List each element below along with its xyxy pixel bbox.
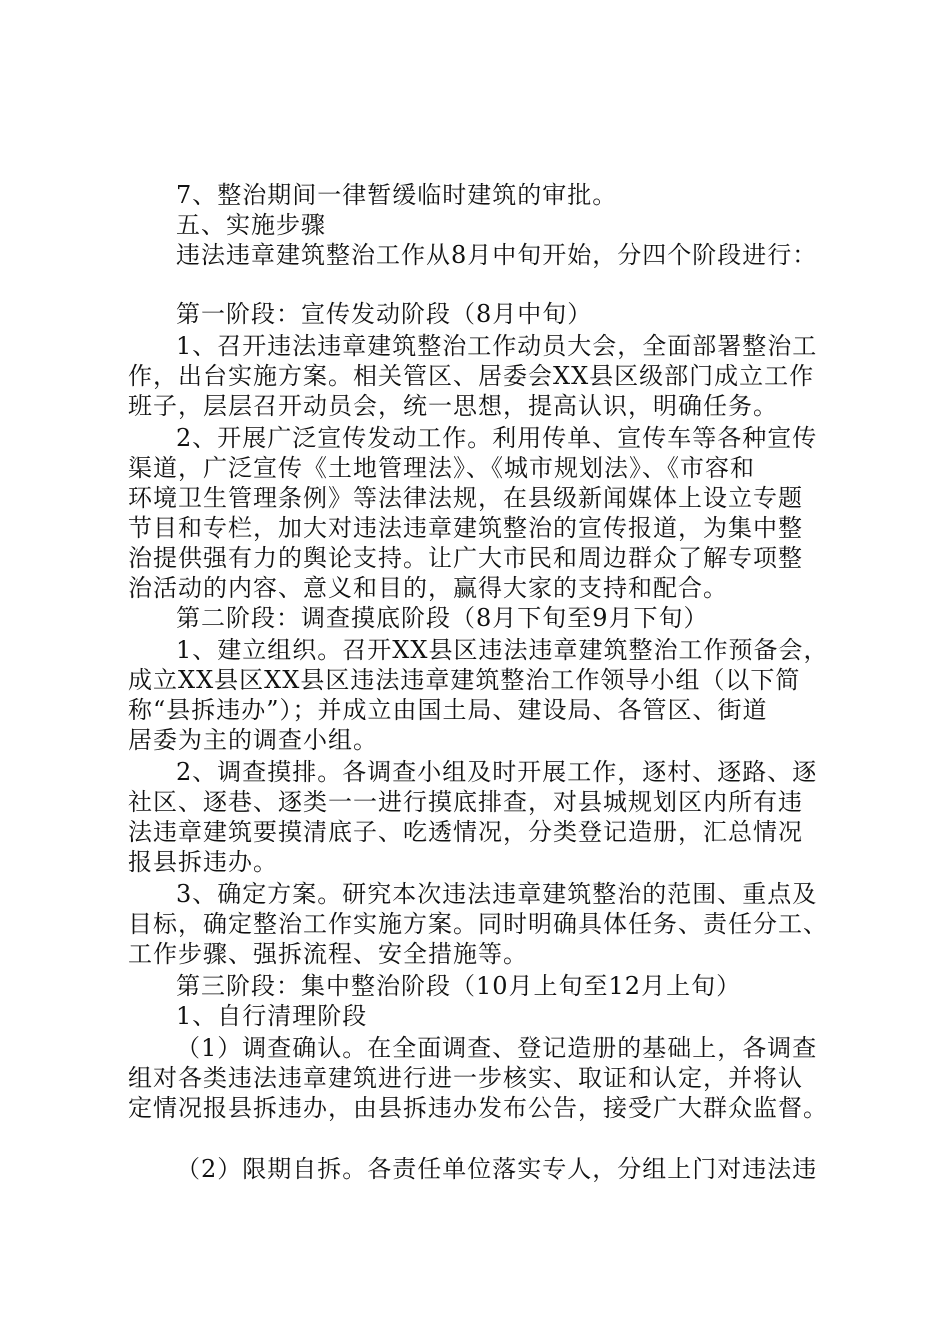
text-line: 组对各类违法违章建筑进行进一步核实、取证和认定，并将认 <box>128 1064 803 1092</box>
text-line: 居委为主的调查小组。 <box>128 726 378 754</box>
text-line: 社区、逐巷、逐类一一进行摸底排查，对县城规划区内所有违 <box>128 788 803 816</box>
text-line: 违法违章建筑整治工作从8月中旬开始，分四个阶段进行： <box>176 241 818 269</box>
text-line: 目标，确定整治工作实施方案。同时明确具体任务、责任分工、 <box>128 910 828 938</box>
text-line: 节目和专栏，加大对违法违章建筑整治的宣传报道，为集中整 <box>128 514 803 542</box>
text-line: 1、自行清理阶段 <box>176 1002 368 1030</box>
text-line: 工作步骤、强拆流程、安全措施等。 <box>128 940 528 968</box>
text-line: 7、整治期间一律暂缓临时建筑的审批。 <box>176 181 618 209</box>
text-line: （1）调查确认。在全面调查、登记造册的基础上，各调查 <box>176 1034 818 1062</box>
text-line: 作，出台实施方案。相关管区、居委会XX县区级部门成立工作 <box>128 362 815 390</box>
text-line: 渠道，广泛宣传《土地管理法》、《城市规划法》、《市容和 <box>128 454 755 482</box>
text-line: 环境卫生管理条例》等法律法规，在县级新闻媒体上设立专题 <box>128 484 803 512</box>
text-line: 称“县拆违办”）；并成立由国土局、建设局、各管区、街道 <box>128 696 768 724</box>
text-line: 1、召开违法违章建筑整治工作动员大会，全面部署整治工 <box>176 332 818 360</box>
text-line: 报县拆违办。 <box>128 848 278 876</box>
section-heading: 五、实施步骤 <box>176 211 326 239</box>
stage-heading: 第三阶段：集中整治阶段（10月上旬至12月上旬） <box>176 972 742 1000</box>
text-line: 1、建立组织。召开XX县区违法违章建筑整治工作预备会， <box>176 636 829 664</box>
text-line: 2、调查摸排。各调查小组及时开展工作，逐村、逐路、逐 <box>176 758 818 786</box>
text-line: 法违章建筑要摸清底子、吃透情况，分类登记造册，汇总情况 <box>128 818 803 846</box>
text-line: 成立XX县区XX县区违法违章建筑整治工作领导小组（以下简 <box>128 666 801 694</box>
text-line: 班子，层层召开动员会，统一思想，提高认识，明确任务。 <box>128 392 778 420</box>
text-line: 3、确定方案。研究本次违法违章建筑整治的范围、重点及 <box>176 880 818 908</box>
text-line: 2、开展广泛宣传发动工作。利用传单、宣传车等各种宣传 <box>176 424 818 452</box>
stage-heading: 第二阶段：调查摸底阶段（8月下旬至9月下旬） <box>176 604 709 632</box>
text-line: （2）限期自拆。各责任单位落实专人，分组上门对违法违 <box>176 1155 818 1183</box>
text-line: 定情况报县拆违办，由县拆违办发布公告，接受广大群众监督。 <box>128 1094 828 1122</box>
text-line: 治活动的内容、意义和目的，赢得大家的支持和配合。 <box>128 574 728 602</box>
text-line: 治提供强有力的舆论支持。让广大市民和周边群众了解专项整 <box>128 544 803 572</box>
stage-heading: 第一阶段：宣传发动阶段（8月中旬） <box>176 300 593 328</box>
